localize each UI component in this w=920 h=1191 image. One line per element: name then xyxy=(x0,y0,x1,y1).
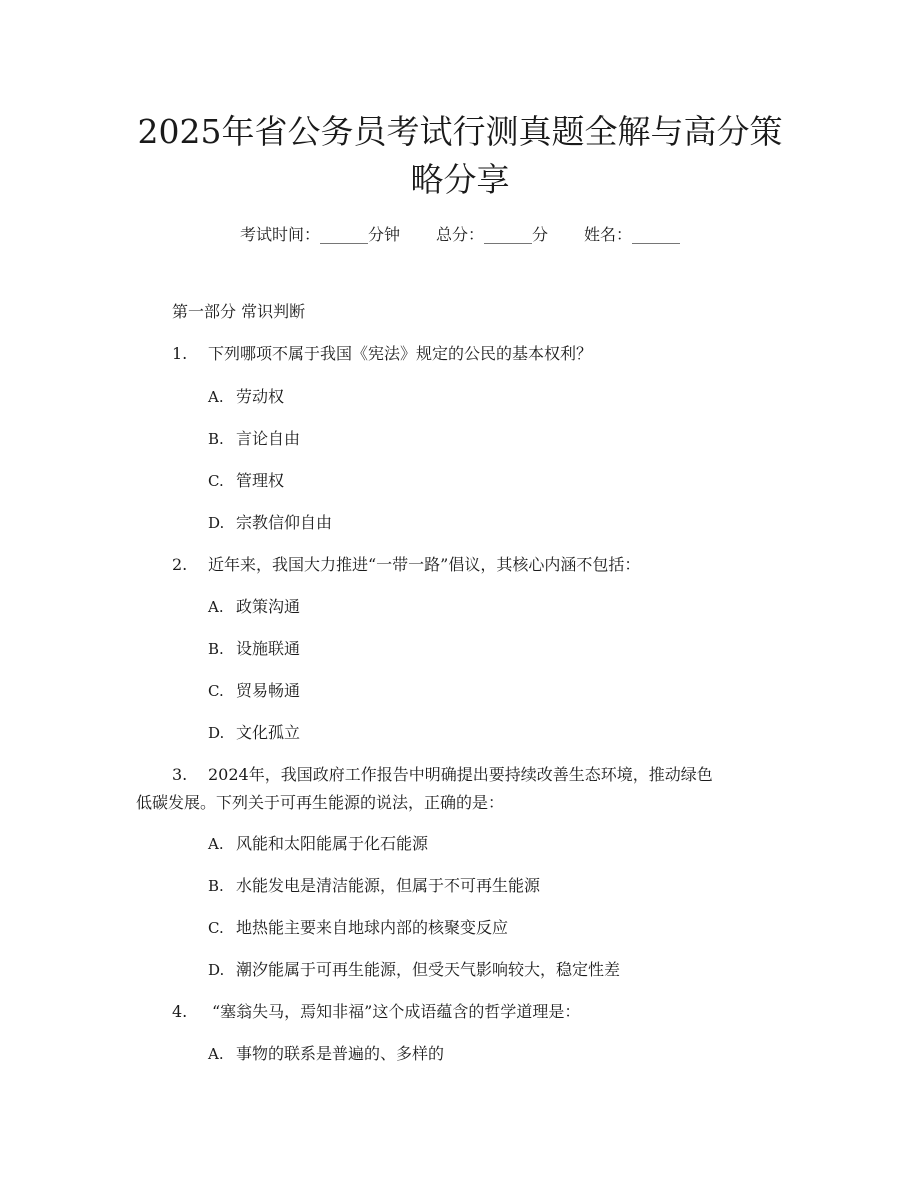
section-title: 第一部分 常识判断 xyxy=(172,302,306,321)
option-text: 地热能主要来自地球内部的核聚变反应 xyxy=(236,918,509,937)
question-number: 2. xyxy=(172,555,188,574)
exam-time-field: 考试时间：______分钟 xyxy=(239,225,400,244)
option-text: 潮汐能属于可再生能源，但受天气影响较大，稳定性差 xyxy=(236,960,621,979)
option-letter: A. xyxy=(208,598,224,616)
question-number: 4. xyxy=(172,1002,188,1021)
option-letter: D. xyxy=(208,724,225,742)
name-field: 姓名：______ xyxy=(584,225,681,244)
option-letter: C. xyxy=(208,472,224,490)
option-text: 事物的联系是普遍的、多样的 xyxy=(236,1044,445,1063)
option-text: 宗教信仰自由 xyxy=(236,513,333,532)
option-letter: A. xyxy=(208,1045,224,1063)
option-letter: C. xyxy=(208,919,224,937)
option-letter: C. xyxy=(208,682,224,700)
option-letter: A. xyxy=(208,835,224,853)
option-text: 贸易畅通 xyxy=(236,681,301,700)
question-number: 1. xyxy=(172,344,188,363)
option-text: 言论自由 xyxy=(236,429,301,448)
total-score-field: 总分：______分 xyxy=(435,225,548,244)
title-line-1: 2025年省公务员考试行测真题全解与高分策 xyxy=(137,112,783,151)
question-text: “塞翁失马，焉知非福”这个成语蕴含的哲学道理是： xyxy=(212,1002,581,1021)
question-text: 下列哪项不属于我国《宪法》规定的公民的基本权利？ xyxy=(208,344,593,363)
option-text: 风能和太阳能属于化石能源 xyxy=(236,834,429,853)
question-number: 3. xyxy=(172,765,188,784)
option-text: 政策沟通 xyxy=(236,597,301,616)
option-text: 设施联通 xyxy=(236,639,301,658)
exam-info-line xyxy=(0,222,920,245)
option-letter: B. xyxy=(208,877,224,895)
question-text: 近年来，我国大力推进“一带一路”倡议，其核心内涵不包括： xyxy=(208,555,641,574)
option-letter: A. xyxy=(208,388,224,406)
option-text: 劳动权 xyxy=(236,387,285,406)
option-text: 管理权 xyxy=(236,471,285,490)
option-letter: B. xyxy=(208,430,224,448)
question-text-line-2: 低碳发展。下列关于可再生能源的说法，正确的是： xyxy=(136,793,505,812)
option-letter: D. xyxy=(208,961,225,979)
option-letter: D. xyxy=(208,514,225,532)
option-text: 文化孤立 xyxy=(236,723,301,742)
title-line-2: 略分享 xyxy=(410,160,510,199)
option-letter: B. xyxy=(208,640,224,658)
option-text: 水能发电是清洁能源，但属于不可再生能源 xyxy=(236,876,541,895)
document-title xyxy=(120,108,800,204)
question-text-line-1: 2024年，我国政府工作报告中明确提出要持续改善生态环境，推动绿色 xyxy=(208,765,713,784)
